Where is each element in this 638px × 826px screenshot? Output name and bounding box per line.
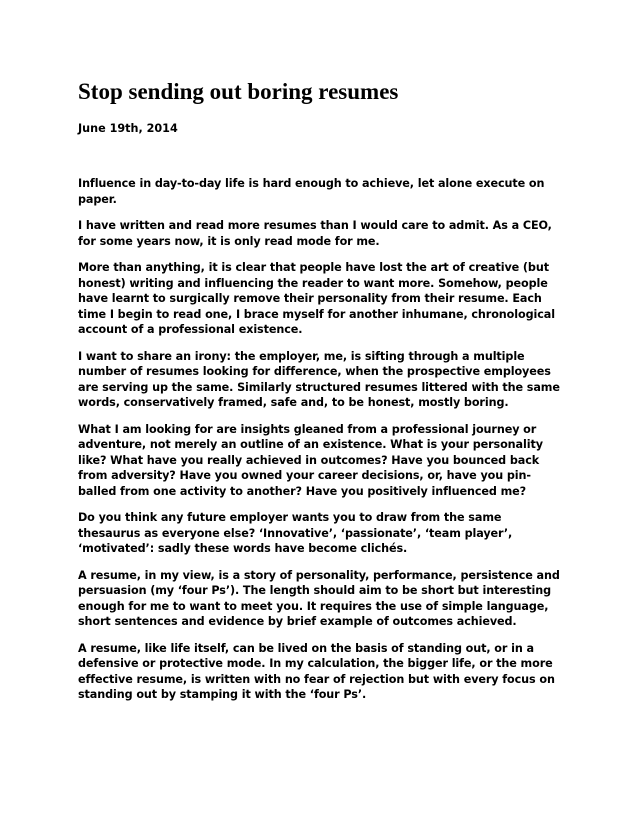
article-title: Stop sending out boring resumes (78, 79, 399, 104)
paragraph-line: balled from one activity to another? Have you positively influenced me? (78, 484, 527, 498)
paragraph-line: account of a professional existence. (78, 323, 303, 336)
body-paragraph (78, 422, 568, 500)
paragraph-line: defensive or protective mode. In my calculation, the bigger life, or the more (78, 657, 553, 670)
paragraph-line: ‘motivated’: sadly these words have become clichés. (78, 542, 408, 555)
paragraph-line: are serving up the same. Similarly structured resumes littered with the same (78, 380, 560, 394)
paragraph-line: More than anything, it is clear that people have lost the art of creative (but (78, 261, 549, 274)
article-date: June 19th, 2014 (78, 122, 178, 135)
paragraph-line: short sentences and evidence by brief example of outcomes achieved. (78, 615, 517, 628)
paragraph-line: words, conservatively framed, safe and, to be honest, mostly boring. (78, 396, 509, 409)
paragraph-line: A resume, in my view, is a story of personality, performance, persistence and (78, 568, 560, 582)
body-paragraph (78, 510, 568, 557)
body-paragraph (78, 260, 568, 338)
paragraph-line: I want to share an irony: the employer, me, is sifting through a multiple (78, 349, 525, 363)
paragraph-line: thesaurus as everyone else? ‘Innovative’, ‘passionate’, ‘team player’, (78, 526, 513, 540)
paragraph-line: number of resumes looking for difference, when the prospective employees (78, 365, 551, 378)
body-paragraph (78, 218, 568, 249)
body-paragraph (78, 641, 568, 703)
paragraph-line: A resume, like life itself, can be lived on the basis of standing out, or in a (78, 641, 534, 655)
paragraph-line: like? What have you really achieved in outcomes? Have you bounced back (78, 453, 540, 467)
paragraph-line: Influence in day-to-day life is hard enough to achieve, let alone execute on (78, 177, 545, 190)
paragraph-line: adventure, not merely an outline of an existence. What is your personality (78, 438, 543, 451)
paragraph-line: Do you think any future employer wants you to draw from the same (78, 511, 502, 524)
paragraph-line: standing out by stamping it with the ‘four Ps’. (78, 688, 367, 701)
paragraph-line: from adversity? Have you owned your career decisions, or, have you pin- (78, 469, 531, 482)
article-body (78, 176, 568, 714)
body-paragraph (78, 568, 568, 630)
paragraph-line: What I am looking for are insights gleaned from a professional journey or (78, 422, 537, 436)
paragraph-line: I have written and read more resumes than I would care to admit. As a CEO, (78, 219, 552, 232)
paragraph-line: have learnt to surgically remove their personality from their resume. Each (78, 292, 542, 305)
paragraph-line: for some years now, it is only read mode for me. (78, 234, 380, 248)
paragraph-line: honest) writing and influencing the reader to want more. Somehow, people (78, 276, 548, 290)
paragraph-line: enough for me to want to meet you. It requires the use of simple language, (78, 599, 549, 613)
body-paragraph (78, 349, 568, 411)
paragraph-line: paper. (78, 192, 117, 206)
paragraph-line: effective resume, is written with no fear of rejection but with every focus on (78, 672, 555, 686)
paragraph-line: persuasion (my ‘four Ps’). The length should aim to be short but interesting (78, 584, 552, 597)
body-paragraph (78, 176, 568, 207)
paragraph-line: time I begin to read one, I brace myself for another inhumane, chronological (78, 307, 555, 321)
